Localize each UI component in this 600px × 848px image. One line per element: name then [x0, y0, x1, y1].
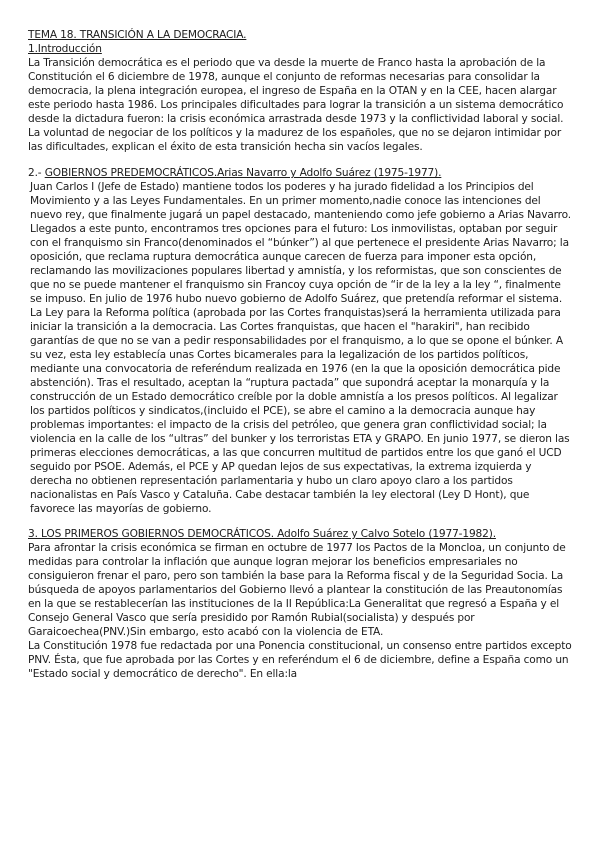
document-title: TEMA 18. TRANSICIÓN A LA DEMOCRACIA.: [28, 29, 247, 41]
section2-heading-line: [28, 166, 572, 180]
section2-paragraph: Juan Carlos I (Jefe de Estado) mantiene todos los poderes y ha jurado fidelidad a los Principios del Movimiento y a las Leyes Fundamentales. En un primer momento,nadie conoce las intenciones del nuevo rey, que finalmente jugará un papel destacado, manteniendo como jefe gobierno a Arias Navarro. Llegados a este punto, encontramos tres opciones para el futuro: Los inmovilistas, optaban por seguir con el franquismo sin Franco(denominados el “búnker”) al que pertenece el presidente Arias Navarro; la oposición, que reclama ruptura democrática aunque carecen de fuerza para imponer esta opción, reclamando las movilizaciones populares libertad y amnistía, y los reformistas, que son conscientes de que no se puede mantener el franquismo sin Francoy cuya opción de “ir de la ley a la ley “, finalmente se impuso. En julio de 1976 hubo nuevo gobierno de Adolfo Suárez, que pretendía reformar el sistema. La Ley para la Reforma política (aprobada por las Cortes franquistas)será la herramienta utilizada para iniciar la transición a la democracia. Las Cortes franquistas, que hacen el "harakiri", han recibido garantías de que no se van a pedir responsabilidades por el franquismo, a lo que se opone el búnker. A su vez, esta ley establecía unas Cortes bicamerales para la legalización de los partidos políticos, mediante una convocatoria de referéndum realizada en 1976 (en la que la oposición democrática pide abstención). Tras el resultado, aceptan la “ruptura pactada” que supondrá aceptar la monarquía y la construcción de un Estado democrático creíble por la doble amnistía a los presos políticos. Al legalizar los partidos políticos y sindicatos,(incluido el PCE), se abre el camino a la democracia aunque hay problemas importantes: el impacto de la crisis del petróleo, que genera gran conflictividad social; la violencia en la calle de los “ultras” del bunker y los terroristas ETA y GRAPO. En junio 1977, se dieron las primeras elecciones democráticas, a las que concurren multitud de partidos entre los que ganó el UCD seguido por PSOE. Además, el PCE y AP quedan lejos de sus expectativas, la extrema izquierda y derecha no obtienen representación parlamentaria y hubo un claro apoyo claro a los partidos nacionalistas en País Vasco y Cataluña. Cabe destacar también la ley electoral (Ley D Hont), que favorece las mayorías de gobierno.: [30, 181, 572, 515]
section3-paragraph-2: La Constitución 1978 fue redactada por una Ponencia constitucional, un consenso entre partidos excepto PNV. Ésta, que fue aprobada por las Cortes y en referéndum el 6 de diciembre, define a España como un "Estado social y democrático de derecho". En ella:la: [28, 640, 572, 680]
intro-heading: 1.Introducción: [28, 43, 102, 55]
section2-heading: GOBIERNOS PREDEMOCRÁTICOS.Arias Navarro y Adolfo Suárez (1975-1977).: [44, 167, 442, 179]
intro-paragraph: La Transición democrática es el periodo que va desde la muerte de Franco hasta la aprobación de la Constitución el 6 diciembre de 1978, aunque el conjunto de reformas necesarias para consolidar la democracia, la plena integración europea, el ingreso de España en la OTAN y en la CEE, hacen alargar este periodo hasta 1986. Los principales dificultades para lograr la transición a un sistema democrático desde la dictadura fueron: la crisis económica arrastrada desde 1973 y la conflictividad laboral y social. La voluntad de negociar de los políticos y la madurez de los españoles, que no se dejaron intimidar por las dificultades, explican el éxito de esta transición hecha sin vacíos legales.: [28, 57, 564, 153]
section3-heading: 3. LOS PRIMEROS GOBIERNOS DEMOCRÁTICOS. Adolfo Suárez y Calvo Sotelo (1977-1982).: [28, 528, 496, 540]
section2-number: 2.-: [28, 167, 45, 179]
section3-paragraph-1: Para afrontar la crisis económica se firman en octubre de 1977 los Pactos de la Moncloa, un conjunto de medidas para controlar la inflación que aunque logran mejorar los beneficios empresariales no consiguieron frenar el paro, pero son también la base para la Reforma fiscal y de la Seguridad Socia. La búsqueda de apoyos parlamentarios del Gobierno llevó a plantear la constitución de las Preautonomías en la que se restablecerían las instituciones de la II República:La Generalitat que regresó a España y el Consejo General Vasco que sería presidido por Ramón Rubial(socialista) y después por Garaicoechea(PNV.)Sin embargo, esto acabó con la violencia de ETA.: [28, 542, 566, 638]
